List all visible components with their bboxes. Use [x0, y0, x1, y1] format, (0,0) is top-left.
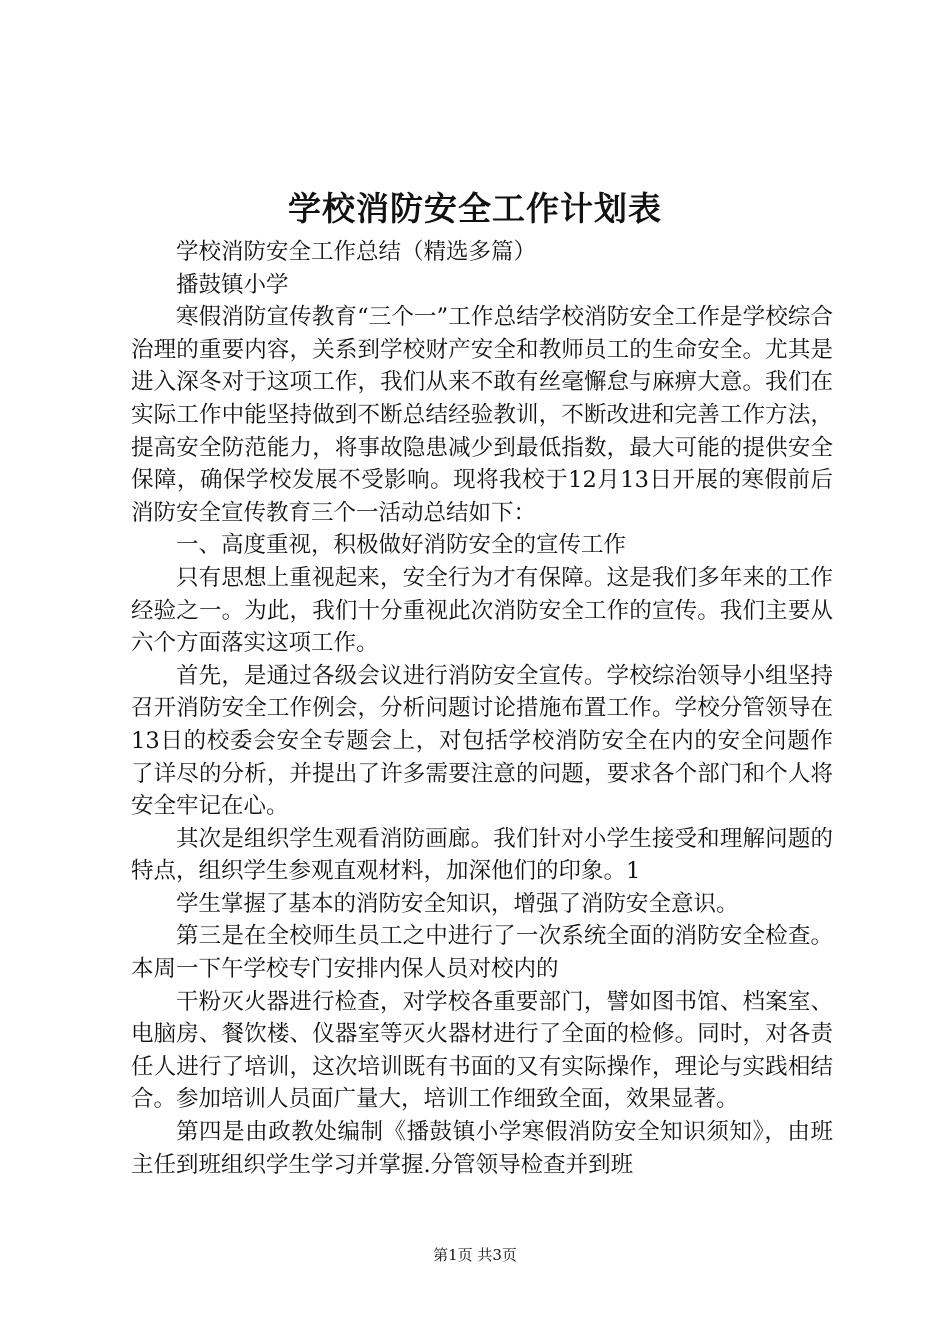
document-body	[131, 236, 833, 1181]
document-title: 学校消防安全工作计划表	[288, 189, 662, 228]
paragraph-emphasis: 只有思想上重视起来，安全行为才有保障。这是我们多年来的工作经验之一。为此，我们十分重视此次消防安全工作的宣传。我们主要从六个方面落实这项工作。	[131, 564, 833, 657]
paragraph-heading-one: 一、高度重视，积极做好消防安全的宣传工作	[176, 532, 627, 559]
paragraph-second-result: 学生掌握了基本的消防安全知识，增强了消防安全意识。	[176, 890, 739, 917]
paragraph-subtitle: 学校消防安全工作总结（精选多篇）	[176, 239, 537, 265]
paragraph-intro: 寒假消防宣传教育“三个一”工作总结学校消防安全工作是学校综合治理的重要内容，关系到学校财产安全和教师员工的生命安全。尤其是进入深冬对于这项工作，我们从来不敢有丝毫懈怠与麻痹大意。我们在实际工作中能坚持做到不断总结经验教训，不断改进和完善工作方法，提高安全防范能力，将事故隐患减少到最低指数，最大可能的提供安全保障，确保学校发展不受影响。现将我校于12月13日开展的寒假前后消防安全宣传教育三个一活动总结如下：	[131, 304, 833, 526]
paragraph-third-detail: 干粉灭火器进行检查，对学校各重要部门，譬如图书馆、档案室、电脑房、餐饮楼、仪器室等灭火器材进行了全面的检修。同时，对各责任人进行了培训，这次培训既有书面的又有实际操作，理论与实践相结合。参加培训人员面广量大，培训工作细致全面，效果显著。	[131, 988, 833, 1113]
paragraph-school-name: 播鼓镇小学	[176, 271, 289, 298]
paragraph-first-measure: 首先，是通过各级会议进行消防安全宣传。学校综治领导小组坚持召开消防安全工作例会，分析问题讨论措施布置工作。学校分管领导在13日的校委会安全专题会上，对包括学校消防安全在内的安全问题作了详尽的分析，并提出了许多需要注意的问题，要求各个部门和个人将安全牢记在心。	[131, 662, 833, 820]
paragraph-second-measure: 其次是组织学生观看消防画廊。我们针对小学生接受和理解问题的特点，组织学生参观直观材料，加深他们的印象。1	[131, 825, 833, 885]
page-footer: 第1页 共3页	[433, 1246, 517, 1264]
paragraph-third-measure: 第三是在全校师生员工之中进行了一次系统全面的消防安全检查。本周一下午学校专门安排内保人员对校内的	[131, 923, 833, 983]
paragraph-fourth-measure: 第四是由政教处编制《播鼓镇小学寒假消防安全知识须知》，由班主任到班组织学生学习并掌握.分管领导检查并到班	[131, 1119, 833, 1178]
